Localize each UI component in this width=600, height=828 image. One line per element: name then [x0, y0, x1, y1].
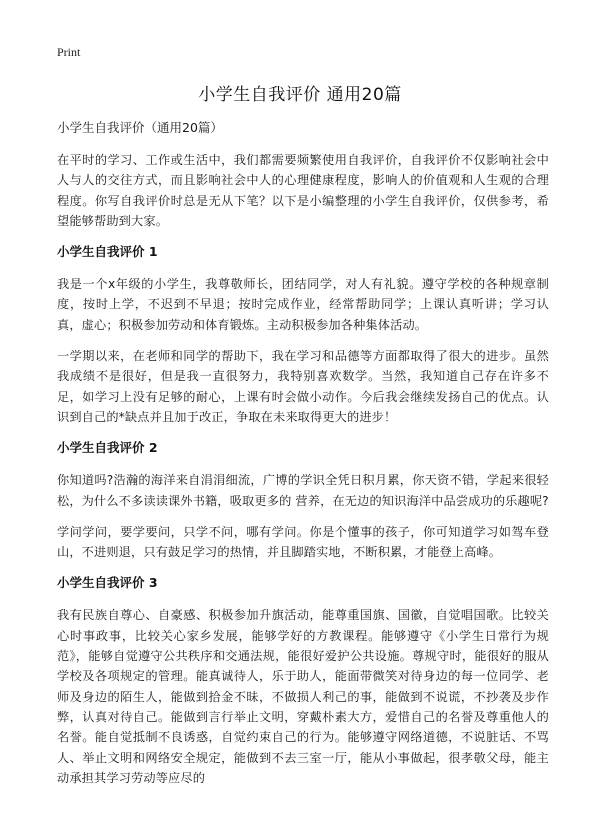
- section-heading-2: 小学生自我评价 2: [57, 440, 158, 456]
- section-heading-1: 小学生自我评价 1: [57, 244, 158, 260]
- section-2-paragraph-1: 你知道吗?浩瀚的海洋来自涓涓细流，广博的学识全凭日积月累，你天资不错，学起来很轻松，为什么不多读读课外书籍，吸取更多的 营养，在无边的知识海洋中品尝成功的乐趣呢?: [57, 473, 549, 508]
- section-2-paragraph-2: 学问学问，要学要问，只学不问，哪有学问。你是个懂事的孩子，你可知道学习如驾车登山，不进则退，只有鼓足学习的热情，并且脚踏实地，不断积累，才能登上高峰。: [57, 524, 549, 560]
- document-subtitle: 小学生自我评价（通用20篇）: [57, 120, 223, 135]
- section-3-paragraph-1: 我有民族自尊心、自豪感、积极参加升旗活动，能尊重国旗、国徽，自觉唱国歌。比较关心时事政事，比较关心家乡发展，能够学好的方教课程。能够遵守《小学生日常行为规范》，能够自觉遵守公共秩序和交通法规，能很好爱护公共设施。尊规守时，能很好的服从学校及各项规定的管理。能真诚待人，乐于助人，能面带微笑对待身边的每一位同学、老师及身边的陌生人，能做到拾金不昧，不做损人利己的事，能做到不说谎，不抄袭及步作弊，认真对待自己。能做到言行举止文明，穿戴朴素大方，爱惜自己的名誉及尊重他人的名誉。能自觉抵制不良诱惑，自觉约束自己的行为。能够遵守网络道德，不说脏话、不骂人、举止文明和网络安全规定，能做到不去三室一厅，能从小事做起，很孝敬父母，能主动承担其学习劳动等应尽的: [57, 608, 549, 785]
- document-title: 小学生自我评价 通用20篇: [198, 85, 402, 105]
- section-heading-3: 小学生自我评价 3: [57, 575, 158, 591]
- section-1-paragraph-1: 我是一个x年级的小学生，我尊敬师长，团结同学，对人有礼貌。遵守学校的各种规章制度，按时上学，不迟到不早退；按时完成作业，经常帮助同学；上课认真听讲；学习认真，虚心；积极参加劳动和体育锻炼。主动积极参加各种集体活动。: [57, 277, 549, 332]
- print-label: Print: [57, 45, 81, 59]
- section-1-paragraph-2: 一学期以来，在老师和同学的帮助下，我在学习和品德等方面都取得了很大的进步。虽然我成绩不是很好，但是我一直很努力，我特别喜欢数学。当然，我知道自己存在许多不足，如学习上没有足够的耐心，上课有时会做小动作。今后我会继续发扬自己的优点。认识到自己的*缺点并且加于改正，争取在未来取得更大的进步！: [57, 349, 549, 424]
- document-body: [57, 118, 549, 799]
- intro-paragraph: 在平时的学习、工作或生活中，我们都需要频繁使用自我评价，自我评价不仅影响社会中人与人的交往方式，而且影响社会中人的心理健康程度，影响人的价值观和人生观的合理程度。你写自我评价时总是无从下笔？以下是小编整理的小学生自我评价，仅供参考，希望能够帮助到大家。: [57, 153, 549, 228]
